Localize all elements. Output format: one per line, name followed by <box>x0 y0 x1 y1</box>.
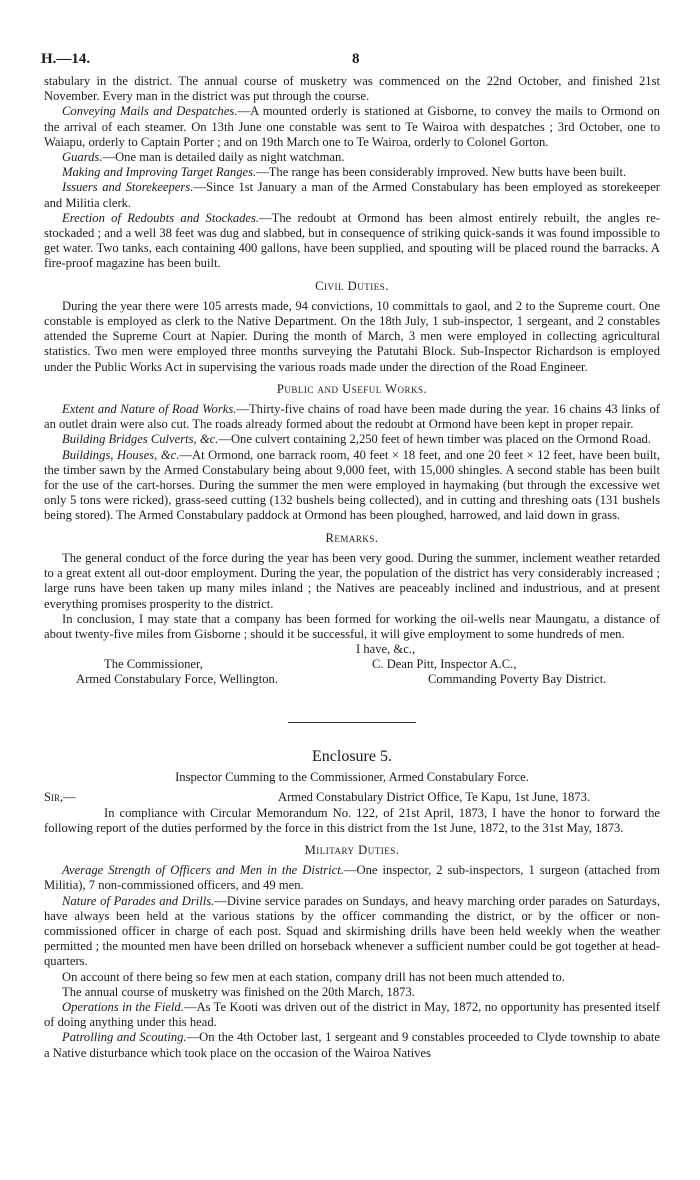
section-heading-remarks: Remarks. <box>325 530 379 545</box>
paragraph-heading: Building Bridges Culverts, &c. <box>62 432 219 447</box>
paragraph-heading: Average Strength of Officers and Men in the District. <box>62 863 344 878</box>
section-heading-civil-duties: Civil Duties. <box>315 278 389 293</box>
paragraph-heading: Conveying Mails and Despatches. <box>62 104 238 119</box>
paragraph-company-drill: On account of there being so few men at each station, company drill has not been much attended to. <box>62 969 565 984</box>
signoff-have: I have, &c., <box>356 642 416 657</box>
paragraph: stabulary in the district. The annual course of musketry was commenced on the 22nd October, and finished 21st November. Every man in the district was put through the course. <box>44 74 660 104</box>
paragraph-heading: Extent and Nature of Road Works. <box>62 402 237 417</box>
salutation-line <box>44 790 660 806</box>
paragraph-guards <box>44 150 660 165</box>
paragraph-text: —The range has been considerably improved. New butts have been built. <box>256 165 627 180</box>
paragraph-text: —On the 4th October last, 1 sergeant and 9 constables proceeded to Clyde township to abate a Native disturbance which took place on the occasion of the Wairoa Natives <box>44 1030 661 1060</box>
paragraph-text: —The redoubt at Ormond has been almost entirely rebuilt, the angles re-stockaded ; and a well 38 feet was dug and slabbed, but in consequence of striking quick-sands it was found impossible to get water. Two tanks, each containing 400 gallons, have been supplied, and spouting will be placed round the barracks. A fire-proof magazine has been built. <box>44 210 660 271</box>
paragraph-bridges <box>44 432 660 447</box>
paragraph-patrolling <box>44 1030 660 1060</box>
document-page <box>41 51 661 1061</box>
paragraph-heading: Erection of Redoubts and Stockades. <box>62 210 260 225</box>
paragraph-heading: Buildings, Houses, &c. <box>62 447 180 462</box>
paragraph-text: —At Ormond, one barrack room, 40 feet × 18 feet, and one 20 feet × 12 feet, have been built, the timber sawn by the Armed Constabulary being about 9,000 feet, with 15,000 shingles. A second stable has been built for the use of the cart-horses. During the summer the men were employed in haymaking (but through the excessive wet only 5 tons were ricked), grass-seed cutting (132 bushels being collected), and in cutting and threshing oats (131 bushels being stored). The Armed Constabulary paddock at Ormond has been ploughed, harrowed, and laid down in grass. <box>44 447 660 523</box>
enclosure-title: Enclosure 5. <box>312 748 392 766</box>
paragraph-storekeepers <box>44 180 660 210</box>
paragraph-ranges <box>44 165 660 180</box>
enclosure-from-line: Inspector Cumming to the Commissioner, Armed Constabulary Force. <box>175 770 529 785</box>
paragraph-civil: During the year there were 105 arrests made, 94 convictions, 10 committals to gaol, and 2 to the Supreme court. One constable is employed as clerk to the Native Department. On the 18th July, 1 sub-inspector, 1 sergeant, and 2 constables attended the Supreme Court at Napier. During the month of March, 3 men were employed in collecting agricultural statistics. Two men were employed three months surveying the Patutahi Block. Sub-Inspector Richardson is employed under the Public Works Act in supervising the various roads made under the direction of the Road Engineer. <box>44 298 660 374</box>
divider <box>288 722 416 723</box>
paragraph-heading: Guards. <box>62 150 103 165</box>
paragraph-heading: Making and Improving Target Ranges. <box>62 165 257 180</box>
page-number: 8 <box>352 51 360 67</box>
paragraph-text: —One man is detailed daily as night watchman. <box>102 150 345 165</box>
paragraph-mails <box>44 104 660 150</box>
page-header <box>41 51 660 74</box>
signer-name: C. Dean Pitt, Inspector A.C., <box>372 657 517 672</box>
paragraph-compliance: In compliance with Circular Memorandum No. 122, of 21st April, 1873, I have the honor to forward the following report of the duties performed by the force in this district from the 1st June, 1872, to the 31st May, 1873. <box>44 805 660 835</box>
paragraph-heading: Issuers and Storekeepers. <box>62 180 194 195</box>
paragraph-redoubts <box>44 211 660 272</box>
paragraph-remarks: The general conduct of the force during the year has been very good. During the summer, inclement weather retarded to a great extent all out-door employment. During the year, the population of the district has very considerably increased ; large runs have been taken up many miles inland ; the Natives are peaceably inclined and industrious, and at present everything promises prosperity to the district. <box>44 550 660 611</box>
paragraph-text: —As Te Kooti was driven out of the district in May, 1872, no opportunity has presented itself of doing anything under this head. <box>44 999 660 1030</box>
paragraph-text: —A mounted orderly is stationed at Gisborne, to convey the mails to Ormond on the arrival of each steamer. On 13th June one constable was sent to Te Wairoa with despatches ; 3rd October, one to Waiapu, orderly to Captain Porter ; and on 19th March one to Te Wairoa, orderly to Colonel Gorton. <box>44 104 660 149</box>
recipient-line-2: Armed Constabulary Force, Wellington. <box>76 672 278 687</box>
signer-title: Commanding Poverty Bay District. <box>428 672 607 687</box>
paragraph-roads <box>44 402 660 432</box>
paragraph-heading: Nature of Parades and Drills. <box>62 893 215 908</box>
paragraph-buildings <box>44 448 660 524</box>
paragraph-operations <box>44 1000 660 1030</box>
paragraph-musketry: The annual course of musketry was finished on the 20th March, 1873. <box>62 984 415 999</box>
paragraph-text: —Thirty-five chains of road have been made during the year. 16 chains 43 links of an outlet drain were also cut. The roads already formed about the redoubt at Ormond have been kept in proper repair. <box>44 402 660 432</box>
paragraph-strength <box>44 863 660 893</box>
paragraph-conclusion: In conclusion, I may state that a company has been formed for working the oil-wells near Maungatu, a distance of about twenty-five miles from Gisborne ; should it be successful, it will give employment to some hundreds of men. <box>44 611 660 641</box>
section-heading-public-works: Public and Useful Works. <box>276 381 428 396</box>
section-heading-military-duties: Military Duties. <box>304 842 400 857</box>
paragraph-text: —One inspector, 2 sub-inspectors, 1 surgeon (attached from Militia), 7 non-commissioned officers, and 49 men. <box>44 863 661 893</box>
paragraph-text: —One culvert containing 2,250 feet of hewn timber was placed on the Ormond Road. <box>218 432 651 447</box>
paragraph-text: —Divine service parades on Sundays, and heavy marching order parades on Saturdays, have always been held at the various stations by the officer commanding the district, or by the officer or non-commissioned officer in charge of each post. Squad and skirmishing drills have been held weekly when the weather permitted ; the mounted men have been drilled on horseback whenever a sufficient number could be got together at head-quarters. <box>44 893 660 969</box>
recipient-line-1: The Commissioner, <box>104 657 203 672</box>
paragraph-heading: Patrolling and Scouting. <box>62 1030 187 1045</box>
salutation: Sir,— <box>44 789 76 804</box>
paragraph-text: —Since 1st January a man of the Armed Constabulary has been employed as storekeeper and Militia clerk. <box>44 180 660 210</box>
paragraph-parades <box>44 894 660 970</box>
sender-address: Armed Constabulary District Office, Te Kapu, 1st June, 1873. <box>278 789 591 804</box>
document-reference: H.—14. <box>41 51 91 67</box>
paragraph-heading: Operations in the Field. <box>62 999 184 1014</box>
signature-block <box>44 642 660 688</box>
